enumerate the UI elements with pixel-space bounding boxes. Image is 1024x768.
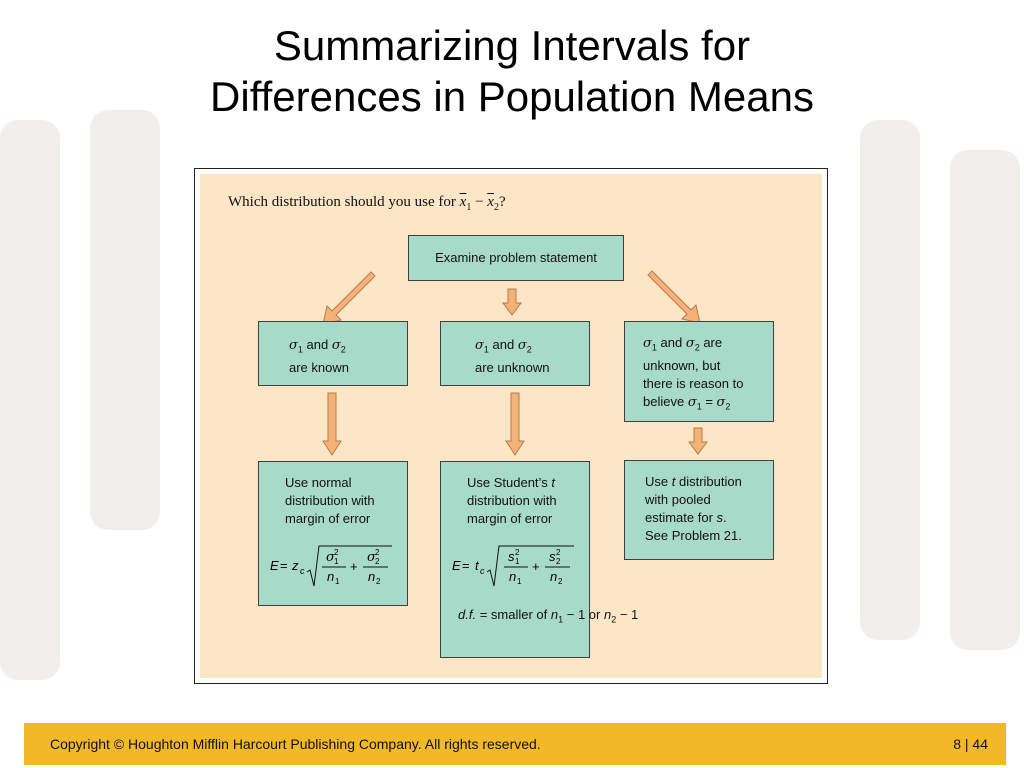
footer-bar	[24, 723, 1006, 765]
svg-text:n: n	[368, 569, 376, 584]
copyright-text: Copyright © Houghton Mifflin Harcourt Publishing Company. All rights reserved.	[50, 736, 541, 752]
svg-text:σ: σ	[326, 550, 335, 565]
svg-text:s: s	[549, 549, 556, 564]
svg-text:t: t	[475, 558, 479, 573]
svg-text:1: 1	[335, 577, 340, 586]
svg-text:2: 2	[375, 548, 380, 557]
background-decoration	[90, 110, 160, 530]
svg-text:+: +	[532, 559, 540, 574]
normal-margin-formula	[270, 542, 400, 592]
title-line-2: Differences in Population Means	[210, 73, 814, 120]
svg-text:1: 1	[334, 557, 339, 566]
arrow-equal-to-pooled	[688, 427, 708, 455]
df-line-1: d.f. = smaller of	[458, 607, 548, 622]
equal-line-4: believe $\sigma_1 = \sigma_2$	[643, 393, 731, 412]
svg-text:2: 2	[376, 577, 381, 586]
xbar-2-subscript: 2	[493, 202, 499, 213]
known-line-1: $\sigma_1$ and $\sigma_2$	[289, 337, 346, 355]
svg-text:c: c	[480, 566, 485, 576]
known-line-2: are known	[289, 359, 349, 375]
svg-text:1: 1	[517, 577, 522, 586]
unknown-box	[440, 321, 590, 386]
normal-line-1: Use normal	[285, 475, 352, 490]
normal-line-2: distribution with	[285, 493, 375, 508]
flowchart-question	[228, 194, 506, 213]
svg-text:E: E	[452, 558, 461, 573]
svg-text:n: n	[327, 569, 335, 584]
equal-line-3: there is reason to	[643, 375, 744, 391]
svg-text:+: +	[350, 559, 358, 574]
xbar-2: $\overline{x}$	[487, 194, 494, 210]
background-decoration	[950, 150, 1020, 650]
examine-problem-box	[408, 235, 624, 281]
pooled-line-3: estimate for s.	[645, 510, 727, 525]
student-line-3: margin of error	[467, 511, 553, 526]
question-mark: ?	[498, 194, 506, 210]
svg-text:1: 1	[515, 557, 520, 566]
equal-line-1: $\sigma_1$ and $\sigma_2$ are	[643, 335, 723, 353]
title-line-1: Summarizing Intervals for	[273, 22, 751, 69]
pooled-line-2: with pooled	[645, 492, 711, 507]
question-text: Which distribution should you use for	[228, 194, 460, 210]
xbar-1-subscript: 1	[466, 202, 472, 213]
background-decoration	[0, 120, 60, 680]
equal-variance-box	[624, 321, 774, 422]
pooled-t-box	[624, 460, 774, 560]
svg-text:n: n	[550, 569, 558, 584]
student-line-2: distribution with	[467, 493, 557, 508]
arrow-to-equal	[645, 268, 705, 328]
page-title	[0, 20, 1024, 122]
unknown-line-1: $\sigma_1$ and $\sigma_2$	[475, 337, 532, 355]
degrees-of-freedom	[458, 606, 638, 629]
svg-text:E: E	[270, 558, 279, 573]
background-decoration	[860, 120, 920, 640]
minus-sign: −	[471, 194, 488, 210]
svg-text:2: 2	[558, 577, 563, 586]
arrow-unknown-to-student	[505, 392, 525, 456]
arrow-to-unknown	[502, 288, 522, 316]
svg-text:2: 2	[515, 548, 520, 557]
svg-text:2: 2	[556, 557, 561, 566]
flowchart-panel	[200, 174, 822, 678]
df-line-2: $n_1 - 1$ or $n_2 - 1$	[550, 607, 639, 625]
unknown-line-2: are unknown	[475, 359, 550, 375]
flowchart-figure	[194, 168, 828, 684]
svg-text:σ: σ	[367, 550, 376, 565]
footer	[0, 723, 1024, 768]
known-box	[258, 321, 408, 386]
svg-text:=: =	[280, 558, 288, 573]
pooled-line-1: Use t distribution	[645, 474, 742, 489]
equal-line-2: unknown, but	[643, 357, 721, 373]
svg-text:2: 2	[556, 548, 561, 557]
svg-text:n: n	[509, 569, 517, 584]
student-line-1: Use Student’s t	[467, 475, 555, 490]
normal-line-3: margin of error	[285, 511, 371, 526]
svg-text:z: z	[292, 558, 299, 573]
svg-text:c: c	[300, 566, 305, 576]
arrow-to-known	[318, 269, 378, 329]
page-number: 8 | 44	[953, 736, 988, 752]
examine-problem-label: Examine problem statement	[435, 250, 597, 265]
arrow-known-to-normal	[322, 392, 342, 456]
svg-text:2: 2	[375, 557, 380, 566]
svg-text:s: s	[508, 549, 515, 564]
svg-text:2: 2	[334, 548, 339, 557]
student-margin-formula	[452, 542, 582, 592]
svg-text:=: =	[462, 558, 470, 573]
pooled-line-4: See Problem 21.	[645, 528, 742, 543]
xbar-1: $\overline{x}$	[459, 194, 467, 210]
